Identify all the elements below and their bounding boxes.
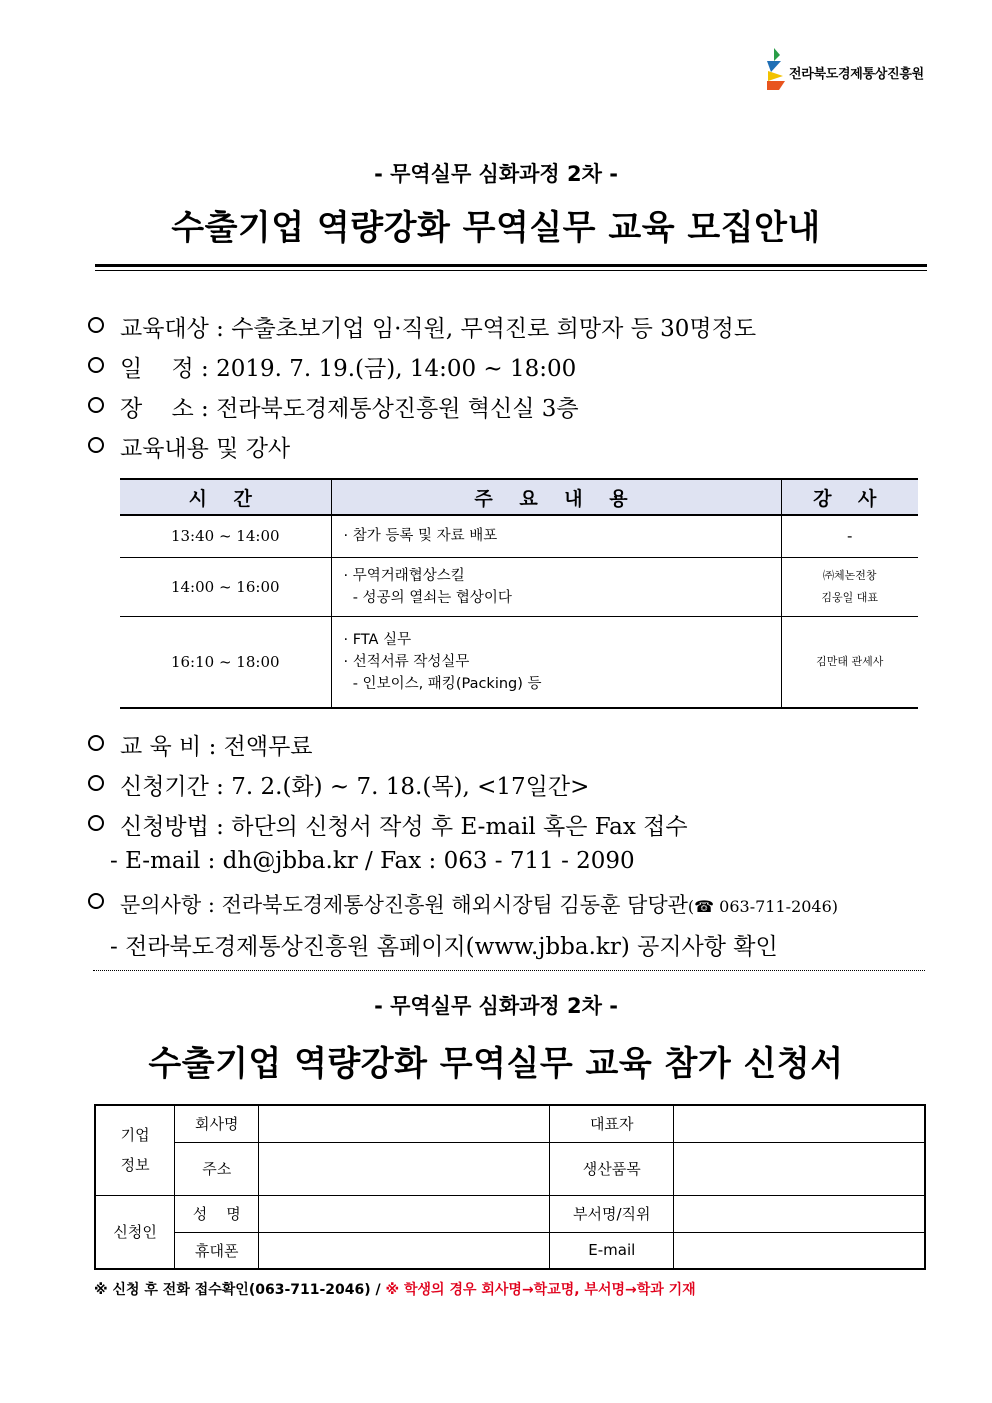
info-date: 일 정 : 2019. 7. 19.(금), 14:00 ~ 18:00 [88,350,576,383]
org-name: 전라북도경제통상진흥원 [789,67,924,82]
info-method-label: 신청방법 [120,814,209,840]
table-row [95,1195,925,1232]
info-target-label: 교육대상 [120,316,209,342]
circle-bullet-icon [88,815,104,831]
circle-bullet-icon [88,775,104,791]
form-subtitle: - 무역실무 심화과정 2차 - [374,994,618,1018]
schedule-instructor [781,616,918,708]
form-title: 수출기업 역량강화 무역실무 교육 참가 신청서 [148,1044,844,1084]
notice-title: 수출기업 역량강화 무역실무 교육 모집안내 [171,208,821,248]
schedule-content-line: · 참가 등록 및 자료 배포 [343,528,498,545]
info-place: 장 소 : 전라북도경제통상진흥원 혁신실 3층 [88,390,579,423]
schedule-instructor [781,515,918,557]
mobile-label: 휴대폰 [175,1232,259,1269]
schedule-header-content: 주 요 내 용 [331,479,781,515]
info-content-label: 교육내용 및 강사 [120,436,291,462]
info-inquiry-label: 문의사항 [120,893,202,917]
info-date-label: 일 정 [120,356,194,382]
notice-subtitle: - 무역실무 심화과정 2차 - [374,162,618,186]
info-period: 신청기간 : 7. 2.(화) ~ 7. 18.(목), <17일간> [88,768,589,801]
info-period-value: 7. 2.(화) ~ 7. 18.(목), <17일간> [231,774,590,800]
department-label: 부서명/직위 [550,1195,674,1232]
schedule-content [331,557,781,616]
schedule-instructor [781,557,918,616]
representative-field[interactable] [674,1105,925,1142]
circle-bullet-icon [88,437,104,453]
org-logo-icon [765,48,787,90]
footnote-confirm: ※ 신청 후 전화 접수확인(063-711-2046) / [94,1282,381,1298]
info-place-value: 전라북도경제통상진흥원 혁신실 3층 [216,396,579,422]
info-fee-label: 교 육 비 [120,734,202,760]
name-field[interactable] [259,1195,550,1232]
homepage-line: - 전라북도경제통상진흥원 홈페이지(www.jbba.kr) 공지사항 확인 [110,934,778,960]
dotted-separator [93,970,925,971]
company-name-label: 회사명 [175,1105,259,1142]
company-info-label-2: 정보 [120,1156,150,1175]
address-label: 주소 [175,1142,259,1195]
info-inquiry-value: 전라북도경제통상진흥원 해외시장팀 김동훈 담당관 [221,893,688,917]
schedule-header-time: 시 간 [120,479,331,515]
circle-bullet-icon [88,397,104,413]
circle-bullet-icon [88,893,104,909]
title-rule [95,264,927,267]
schedule-instructor-line: 김만태 관세사 [816,654,884,668]
mobile-field[interactable] [259,1232,550,1269]
schedule-time: 14:00 ~ 16:00 [120,557,331,616]
email-field[interactable] [674,1232,925,1269]
schedule-header-row [120,479,918,515]
circle-bullet-icon [88,317,104,333]
schedule-content-line: · 무역거래협상스킬 [343,567,465,584]
schedule-instructor-line: ㈜체논전창 [822,568,877,582]
company-info-group [95,1105,175,1195]
schedule-content [331,515,781,557]
product-label: 생산품목 [550,1142,674,1195]
table-row [120,515,918,557]
product-field[interactable] [674,1142,925,1195]
info-target: 교육대상 : 수출초보기업 임·직원, 무역진로 희망자 등 30명정도 [88,310,756,343]
address-field[interactable] [259,1142,550,1195]
title-rule-thin [95,270,927,271]
table-row [95,1105,925,1142]
footnote-student: ※ 학생의 경우 회사명→학교명, 부서명→학과 기재 [385,1282,696,1298]
info-place-label: 장 소 [120,396,194,422]
info-target-value: 수출초보기업 임·직원, 무역진로 희망자 등 30명정도 [231,316,757,342]
schedule-time: 13:40 ~ 14:00 [120,515,331,557]
company-info-label-1: 기업 [120,1126,150,1145]
table-row [120,616,918,708]
contact-line: - E-mail : dh@jbba.kr / Fax : 063 - 711 - 2090 [110,848,635,874]
schedule-content-line: · 선적서류 작성실무 [343,653,470,670]
info-method: 신청방법 : 하단의 신청서 작성 후 E-mail 혹은 Fax 접수 [88,808,688,841]
info-method-value: 하단의 신청서 작성 후 E-mail 혹은 Fax 접수 [231,814,688,840]
name-label: 성 명 [175,1195,259,1232]
schedule-instructor-line: 김웅일 대표 [821,590,879,604]
org-logo [765,48,945,92]
info-fee: 교 육 비 : 전액무료 [88,728,313,761]
circle-bullet-icon [88,357,104,373]
table-row [95,1142,925,1195]
info-content [88,430,290,463]
company-name-field[interactable] [259,1105,550,1142]
department-field[interactable] [674,1195,925,1232]
applicant-group: 신청인 [95,1195,175,1269]
schedule-content [331,616,781,708]
info-inquiry-phone: (☎ 063-711-2046) [687,897,839,916]
circle-bullet-icon [88,735,104,751]
info-inquiry: 문의사항 : 전라북도경제통상진흥원 해외시장팀 김동훈 담당관(☎ 063-711-2046) [88,889,838,919]
email-label: E-mail [550,1232,674,1269]
application-form [94,1104,926,1270]
info-fee-value: 전액무료 [223,734,313,760]
info-period-label: 신청기간 [120,774,209,800]
schedule-table [120,478,918,709]
schedule-content-line: - 성공의 열쇠는 협상이다 [343,589,512,606]
table-row [95,1232,925,1269]
schedule-time: 16:10 ~ 18:00 [120,616,331,708]
schedule-content-line: - 인보이스, 패킹(Packing) 등 [343,675,542,692]
schedule-instructor-line: - [847,527,853,546]
table-row [120,557,918,616]
schedule-content-line: · FTA 실무 [343,631,412,648]
footnote [94,1279,696,1299]
schedule-header-instructor: 강 사 [781,479,918,515]
info-date-value: 2019. 7. 19.(금), 14:00 ~ 18:00 [216,356,577,382]
representative-label: 대표자 [550,1105,674,1142]
